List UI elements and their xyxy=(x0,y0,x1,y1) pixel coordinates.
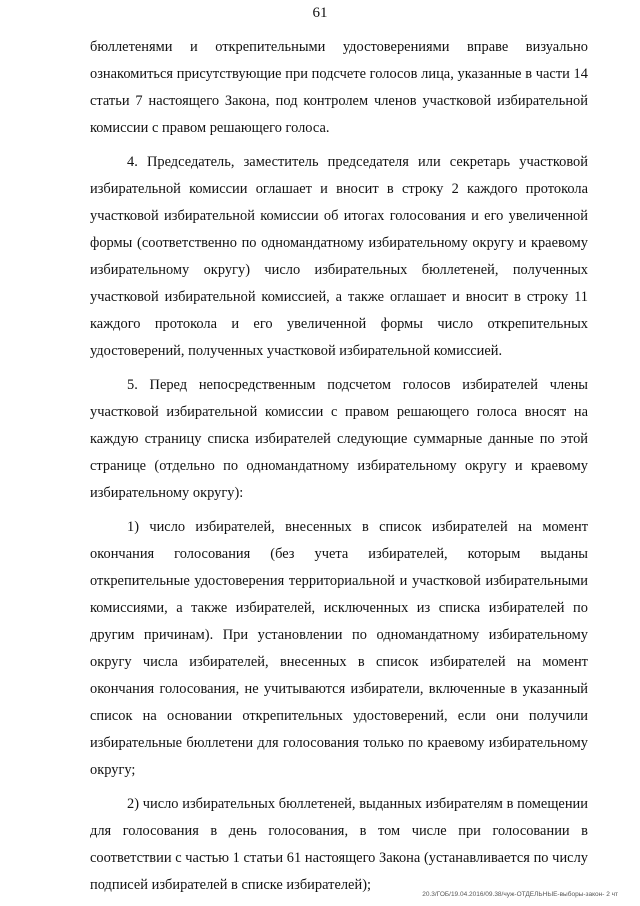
paragraph-continuation: бюллетенями и открепительными удостоверениями вправе визуально ознакомиться присутствующие при подсчете голосов лица, указанные в части 14 статьи 7 настоящего Закона, под контролем членов участковой избирательной комиссии с правом решающего голоса. xyxy=(90,39,588,136)
paragraph-4: 4. Председатель, заместитель председателя или секретарь участковой избирательной комиссии оглашает и вносит в строку 2 каждого протокола участковой избирательной комиссии об итогах голосования и его увеличенной формы (соответственно по одномандатному избирательному округу и краевому избирательному округу) число избирательных бюллетеней, полученных участковой избирательной комиссией, а также оглашает и вносит в строку 11 каждого протокола и его увеличенной формы число открепительных удостоверений, полученных участковой избирательной комиссией. xyxy=(90,154,588,359)
page-number: 61 xyxy=(312,5,328,21)
document-footer-code: 20.3/ГОБ/19.04.2016/09.38/чуж-ОТДЕЛЬНЫЕ-выборы-закон- 2 чт xyxy=(422,891,618,898)
body-text xyxy=(90,34,588,906)
paragraph-5-item-2: 2) число избирательных бюллетеней, выданных избирателям в помещении для голосования в день голосования, в том числе при голосовании в соответствии с частью 1 статьи 61 настоящего Закона (устанавливается по числу подписей избирателей в списке избирателей); xyxy=(90,796,588,893)
paragraph-5: 5. Перед непосредственным подсчетом голосов избирателей члены участковой избирательной комиссии с правом решающего голоса вносят на каждую страницу списка избирателей следующие суммарные данные по этой странице (отдельно по одномандатному избирательному округу и краевому избирательному округу): xyxy=(90,377,588,501)
paragraph-5-item-1: 1) число избирателей, внесенных в список избирателей на момент окончания голосования (без учета избирателей, которым выданы открепительные удостоверения территориальной и участковой избирательными комиссиями, а также избирателей, исключенных из списка избирателей по другим причинам). При установлении по одномандатному избирательному округу числа избирателей, внесенных в список избирателей на момент окончания голосования, не учитываются избиратели, включенные в указанный список на основании открепительных удостоверений, если они получили избирательные бюллетени для голосования только по краевому избирательному округу; xyxy=(90,519,588,778)
